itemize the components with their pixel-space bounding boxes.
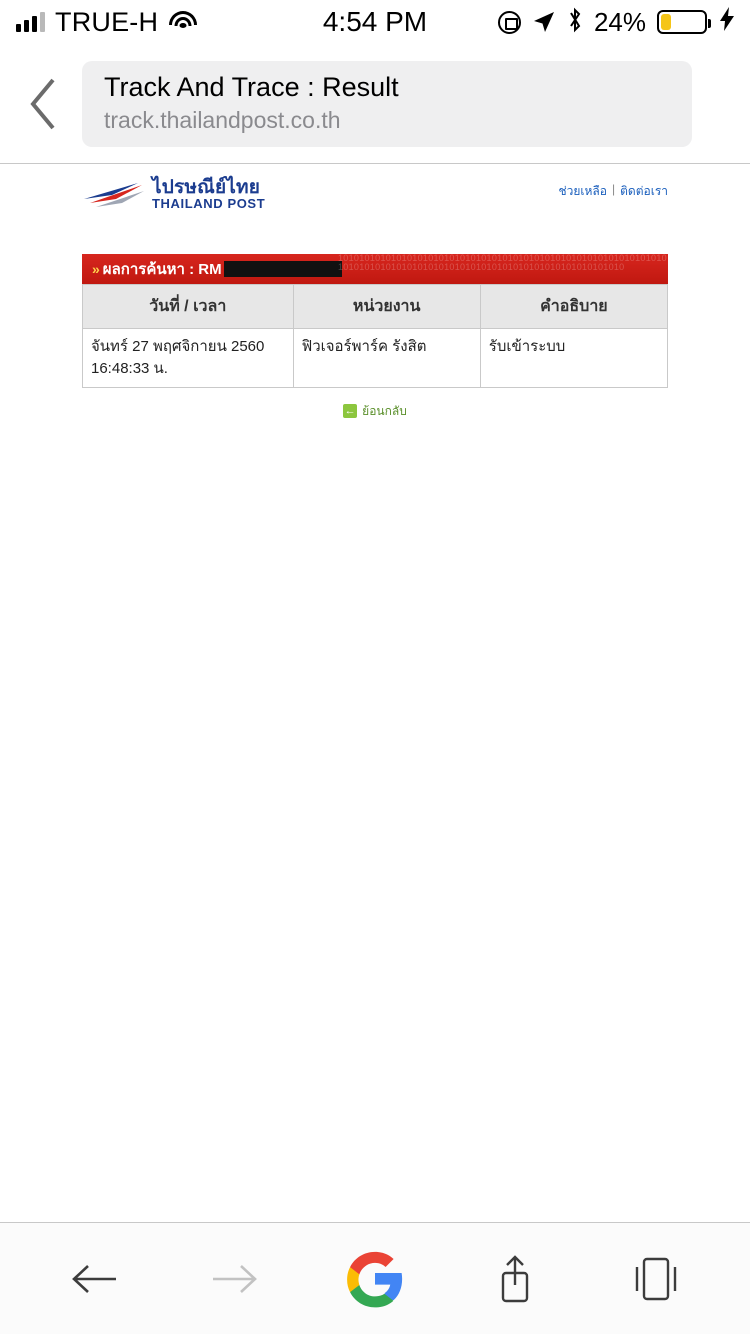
top-links — [559, 178, 669, 201]
back-button[interactable] — [14, 76, 74, 132]
cell-office: ฟิวเจอร์พาร์ค รังสิต — [293, 329, 480, 388]
share-up-icon — [495, 1253, 535, 1305]
banner-watermark: 10101010101010101010101010101010101010101010101010101010101010101010101010101010101010101010101010101010101010101010 — [338, 254, 667, 272]
help-link[interactable]: ช่วยเหลือ — [558, 184, 607, 198]
status-bar — [0, 0, 750, 44]
column-header-office: หน่วยงาน — [293, 285, 480, 329]
browser-address-bar — [0, 44, 750, 164]
table-row — [83, 329, 668, 388]
toolbar-share-button[interactable] — [467, 1244, 563, 1314]
table-header-row — [83, 285, 668, 329]
google-logo-icon — [344, 1248, 406, 1310]
status-bar-right — [498, 7, 734, 38]
redacted-tracking-number — [224, 261, 342, 277]
clock-label: 4:54 PM — [322, 6, 428, 37]
toolbar-forward-button[interactable] — [187, 1244, 283, 1314]
battery-percent-label: 24% — [593, 6, 646, 37]
double-chevron-icon: » — [92, 261, 97, 277]
web-page-content — [0, 164, 750, 1222]
back-link-row[interactable] — [0, 402, 750, 421]
battery-icon — [657, 10, 707, 34]
column-header-description: คำอธิบาย — [480, 285, 667, 329]
back-link-label[interactable]: ย้อนกลับ — [362, 403, 407, 418]
rotation-lock-icon — [498, 11, 521, 34]
lightning-bolt-icon — [720, 7, 734, 38]
cell-date: จันทร์ 27 พฤศจิกายน 2560 — [91, 338, 265, 355]
result-banner-label: ผลการค้นหา : RM — [102, 261, 222, 278]
thailand-post-logo[interactable] — [82, 178, 265, 210]
location-arrow-icon — [532, 10, 556, 34]
toolbar-back-button[interactable] — [46, 1244, 142, 1314]
toolbar-tabs-button[interactable] — [608, 1244, 704, 1314]
post-bird-icon — [82, 179, 146, 209]
logo-text — [152, 178, 265, 210]
page-header — [0, 164, 750, 210]
top-links-separator: | — [612, 182, 616, 196]
cell-description: รับเข้าระบบ — [480, 329, 667, 388]
back-arrow-icon: ← — [344, 405, 356, 417]
page-host: track.thailandpost.co.th — [104, 107, 341, 134]
logo-text-english: THAILAND POST — [152, 196, 266, 211]
column-header-datetime: วันที่ / เวลา — [83, 285, 294, 329]
cell-datetime — [83, 329, 294, 388]
carrier-label: TRUE-H — [55, 6, 159, 37]
page-title: Track And Trace : Result — [104, 71, 399, 102]
browser-toolbar — [0, 1222, 750, 1334]
tracking-result-table — [82, 284, 668, 388]
bluetooth-icon — [567, 7, 583, 38]
result-banner — [82, 254, 668, 284]
cell-time: 16:48:33 น. — [91, 359, 168, 377]
toolbar-google-button[interactable] — [327, 1244, 423, 1314]
tabs-icon — [634, 1255, 678, 1303]
logo-text-thai: ไปรษณีย์ไทย — [152, 177, 261, 198]
url-field[interactable] — [82, 61, 692, 147]
contact-link[interactable]: ติดต่อเรา — [620, 184, 668, 198]
